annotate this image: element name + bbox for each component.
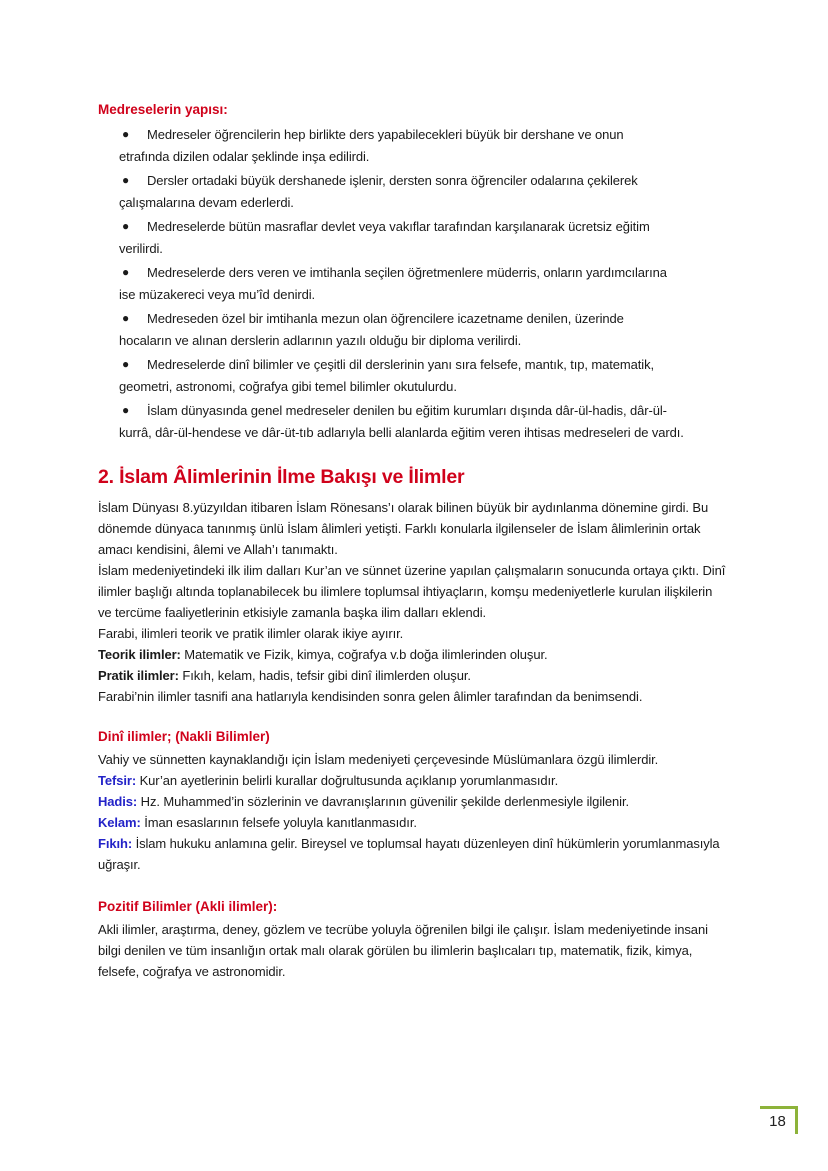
fikih-label: Fıkıh: — [98, 836, 133, 851]
tefsir-text: Kur’an ayetlerinin belirli kurallar doğrultusunda açıklanıp yorumlanmasıdır. — [136, 773, 559, 788]
teorik-label: Teorik ilimler: — [98, 647, 181, 662]
list-item — [98, 354, 728, 397]
bullet-rest: etrafında dizilen odalar şeklinde inşa edilirdi. — [119, 148, 370, 164]
bullet-first-line: Medreselerde ders veren ve imtihanla seçilen öğretmenlere müderris, onların yardımcılarına — [147, 265, 667, 280]
pozitif-bilimler-heading: Pozitif Bilimler (Akli ilimler): — [98, 899, 278, 914]
hadis-line — [98, 791, 728, 812]
bullet-rest: hocaların ve alınan derslerin adlarının yazılı olduğu bir diploma verilirdi. — [119, 332, 522, 348]
list-item — [98, 400, 728, 443]
paragraph-first-sciences: İslam medeniyetindeki ilk ilim dalları Kur’an ve sünnet üzerine yapılan çalışmaların sonucunda ortaya çıktı. Dinî ilimler başlığı altında toplanabilecek bu ilimlere toplumsal ihtiyaçların, komşu medeniyetlerle kurulan ilişkilerin ve tercüme faaliyetlerinin etkisiyle zamanla başka ilim dalları eklendi. — [98, 563, 726, 620]
bullet-rest: verilirdi. — [119, 240, 163, 256]
pozitif-text: Akli ilimler, araştırma, deney, gözlem ve tecrübe yoluyla öğrenilen bilgi ile çalışır. İslam medeniyetinde insani bilgi denilen ve tüm insanlığın ortak malı olarak görülen bu ilimlerin başlıcaları tıp, matematik, fizik, kimya, felsefe, coğrafya ve astronomidir. — [98, 922, 708, 979]
bullet-first-line: Medreseler öğrencilerin hep birlikte ders yapabilecekleri büyük bir dershane ve onun — [147, 127, 624, 142]
kelam-line — [98, 812, 728, 833]
page-number: 18 — [760, 1106, 798, 1134]
bullet-rest: çalışmalarına devam ederlerdi. — [119, 194, 294, 210]
dini-intro: Vahiy ve sünnetten kaynaklandığı için İslam medeniyeti çerçevesinde Müslümanlara özgü ilimlerdir. — [98, 752, 659, 767]
list-item — [98, 262, 728, 305]
bullet-first-line: Dersler ortadaki büyük dershanede işlenir, dersten sonra öğrenciler odalarına çekilerek — [147, 173, 638, 188]
tefsir-label: Tefsir: — [98, 773, 137, 788]
bullet-icon: ● — [122, 219, 130, 233]
list-item — [98, 170, 728, 213]
bullet-rest: kurrâ, dâr-ül-hendese ve dâr-üt-tıb adlarıyla belli alanlarda eğitim veren ihtisas medreseleri de vardı. — [119, 424, 684, 440]
bullet-icon: ● — [122, 127, 130, 141]
hadis-text: Hz. Muhammed’in sözlerinin ve davranışlarının güvenilir şekilde derlenmesiyle ilgilenir. — [137, 794, 629, 809]
bullet-rest: geometri, astronomi, coğrafya gibi temel bilimler okutulurdu. — [119, 378, 457, 394]
medrese-heading: Medreselerin yapısı: — [98, 102, 228, 117]
fikih-line — [98, 833, 728, 875]
bullet-rest: ise müzakereci veya mu’îd denirdi. — [119, 286, 316, 302]
bullet-icon: ● — [122, 173, 130, 187]
pratik-text: Fıkıh, kelam, hadis, tefsir gibi dinî ilimlerden oluşur. — [178, 668, 471, 683]
medrese-bullet-list — [98, 124, 728, 443]
pratik-ilimler-line — [98, 665, 728, 686]
pratik-label: Pratik ilimler: — [98, 668, 179, 683]
teorik-ilimler-line — [98, 644, 728, 665]
bullet-first-line: İslam dünyasında genel medreseler denilen bu eğitim kurumları dışında dâr-ül-hadis, dâr-ül- — [147, 403, 667, 418]
section-title: 2. İslam Âlimlerinin İlme Bakışı ve İlimler — [98, 466, 465, 488]
bullet-first-line: Medreselerde dinî bilimler ve çeşitli dil derslerinin yanı sıra felsefe, mantık, tıp, matematik, — [147, 357, 654, 372]
bullet-first-line: Medreseden özel bir imtihanla mezun olan öğrencilere icazetname denilen, üzerinde — [147, 311, 624, 326]
bullet-icon: ● — [122, 265, 130, 279]
dini-ilimler-heading: Dinî ilimler; (Nakli Bilimler) — [98, 729, 270, 744]
kelam-text: İman esaslarının felsefe yoluyla kanıtlanmasıdır. — [140, 815, 417, 830]
bullet-icon: ● — [122, 403, 130, 417]
page-content — [98, 100, 728, 982]
list-item — [98, 308, 728, 351]
kelam-label: Kelam: — [98, 815, 141, 830]
tefsir-line — [98, 770, 728, 791]
bullet-first-line: Medreselerde bütün masraflar devlet veya vakıflar tarafından karşılanarak ücretsiz eğitim — [147, 219, 650, 234]
fikih-text: İslam hukuku anlamına gelir. Bireysel ve toplumsal hayatı düzenleyen dinî hükümlerin yorumlanmasıyla uğraşır. — [98, 836, 720, 872]
bullet-icon: ● — [122, 311, 130, 325]
teorik-text: Matematik ve Fizik, kimya, coğrafya v.b doğa ilimlerinden oluşur. — [180, 647, 548, 662]
hadis-label: Hadis: — [98, 794, 138, 809]
paragraph-renaissance: İslam Dünyası 8.yüzyıldan itibaren İslam Rönesans’ı olarak bilinen büyük bir aydınlanma dönemine girdi. Bu dönemde dünyaca tanınmış ünlü İslam âlimleri yetişti. Farklı konularla ilgilenseler de İslam âlimlerinin ortak amacı kendisini, âlemi ve Allah’ı tanımaktı. — [98, 500, 709, 557]
list-item — [98, 124, 728, 167]
bullet-icon: ● — [122, 357, 130, 371]
list-item — [98, 216, 728, 259]
paragraph-farabi: Farabi, ilimleri teorik ve pratik ilimler olarak ikiye ayırır. — [98, 626, 404, 641]
paragraph-farabi-tasnif: Farabi’nin ilimler tasnifi ana hatlarıyla kendisinden sonra gelen âlimler tarafından da benimsendi. — [98, 689, 643, 704]
